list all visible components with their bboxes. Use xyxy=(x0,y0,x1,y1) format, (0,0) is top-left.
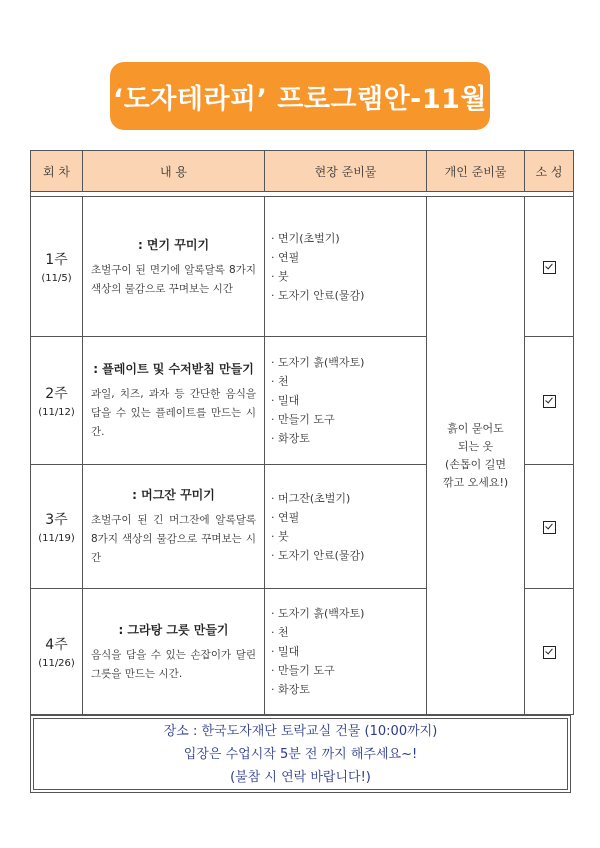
header-check: 소 성 xyxy=(525,151,574,192)
week-number: 3주 xyxy=(45,512,68,528)
activity-title: : 그라탕 그릇 만들기 xyxy=(118,622,229,637)
list-item: · 만들기 도구 xyxy=(271,410,426,429)
week-date: (11/19) xyxy=(38,533,75,544)
list-item: · 도자기 흙(백자토) xyxy=(271,353,426,372)
footer-contact-note: (불참 시 연락 바랍니다!) xyxy=(230,770,371,785)
footer-entry-note: 입장은 수업시작 5분 전 까지 해주세요~! xyxy=(183,747,418,762)
week-number: 2주 xyxy=(45,386,68,402)
list-item: · 붓 xyxy=(271,527,426,546)
activity-description: 과일, 치즈, 과자 등 간단한 음식을 담을 수 있는 플레이트를 만드는 시간. xyxy=(91,388,256,438)
page-title: ‘도자테라피’ 프로그램안-11월 xyxy=(110,62,490,130)
check-cell xyxy=(525,337,574,465)
onsite-items-cell xyxy=(265,197,427,337)
checkbox-checked-icon xyxy=(543,646,556,659)
week-date: (11/5) xyxy=(41,273,72,284)
footer-location: 장소 : 한국도자재단 토락교실 건물 (10:00까지) xyxy=(163,724,438,739)
content-cell xyxy=(83,589,265,715)
header-round: 회 차 xyxy=(31,151,83,192)
week-cell xyxy=(31,589,83,715)
list-item: · 면기(초벌기) xyxy=(271,229,426,248)
list-item: · 만들기 도구 xyxy=(271,661,426,680)
list-item: · 천 xyxy=(271,372,426,391)
list-item: · 화장토 xyxy=(271,429,426,448)
activity-title: : 머그잔 꾸미기 xyxy=(132,488,215,502)
onsite-items-cell xyxy=(265,465,427,589)
week-cell xyxy=(31,465,83,589)
personal-line: 깎고 오세요!) xyxy=(442,475,509,489)
week-cell xyxy=(31,197,83,337)
checkbox-checked-icon xyxy=(543,261,556,274)
onsite-items-cell xyxy=(265,589,427,715)
activity-title: : 면기 꾸미기 xyxy=(137,237,210,252)
personal-line: (손톱이 길면 xyxy=(445,457,506,471)
personal-line: 흙이 묻어도 xyxy=(447,421,504,435)
table-row xyxy=(31,197,574,337)
program-table xyxy=(30,150,574,715)
list-item: · 화장토 xyxy=(271,680,426,699)
check-cell xyxy=(525,465,574,589)
onsite-items-cell xyxy=(265,337,427,465)
activity-description: 초벌구이 된 면기에 알록달록 8가지 색상의 물감으로 꾸며보는 시간 xyxy=(91,263,256,295)
week-number: 4주 xyxy=(45,637,68,653)
list-item: · 연필 xyxy=(271,508,426,527)
list-item: · 천 xyxy=(271,623,426,642)
content-cell xyxy=(83,337,265,465)
list-item: · 머그잔(초벌기) xyxy=(271,489,426,508)
content-cell xyxy=(83,197,265,337)
content-cell xyxy=(83,465,265,589)
personal-line: 되는 옷 xyxy=(457,439,494,453)
activity-title: : 플레이트 및 수저받침 만들기 xyxy=(93,362,254,376)
list-item: · 연필 xyxy=(271,248,426,267)
week-date: (11/12) xyxy=(38,407,75,418)
list-item: · 밀대 xyxy=(271,642,426,661)
activity-description: 초벌구이 된 긴 머그잔에 알록달록 8가지 색상의 물감으로 꾸며보는 시간 xyxy=(91,514,256,564)
personal-items-cell xyxy=(427,197,525,715)
checkbox-checked-icon xyxy=(543,395,556,408)
list-item: · 도자기 안료(물감) xyxy=(271,546,426,565)
list-item: · 도자기 흙(백자토) xyxy=(271,604,426,623)
check-cell xyxy=(525,589,574,715)
list-item: · 붓 xyxy=(271,267,426,286)
list-item: · 도자기 안료(물감) xyxy=(271,286,426,305)
footer-notice xyxy=(30,715,571,793)
activity-description: 음식을 담을 수 있는 손잡이가 달린 그릇을 만드는 시간. xyxy=(91,648,256,680)
header-content: 내 용 xyxy=(83,151,265,192)
table-header-row xyxy=(31,151,574,192)
checkbox-checked-icon xyxy=(543,521,556,534)
week-number: 1주 xyxy=(45,252,68,268)
list-item: · 밀대 xyxy=(271,391,426,410)
check-cell xyxy=(525,197,574,337)
week-cell xyxy=(31,337,83,465)
header-onsite: 현장 준비물 xyxy=(265,151,427,192)
header-personal: 개인 준비물 xyxy=(427,151,525,192)
week-date: (11/26) xyxy=(38,658,75,669)
